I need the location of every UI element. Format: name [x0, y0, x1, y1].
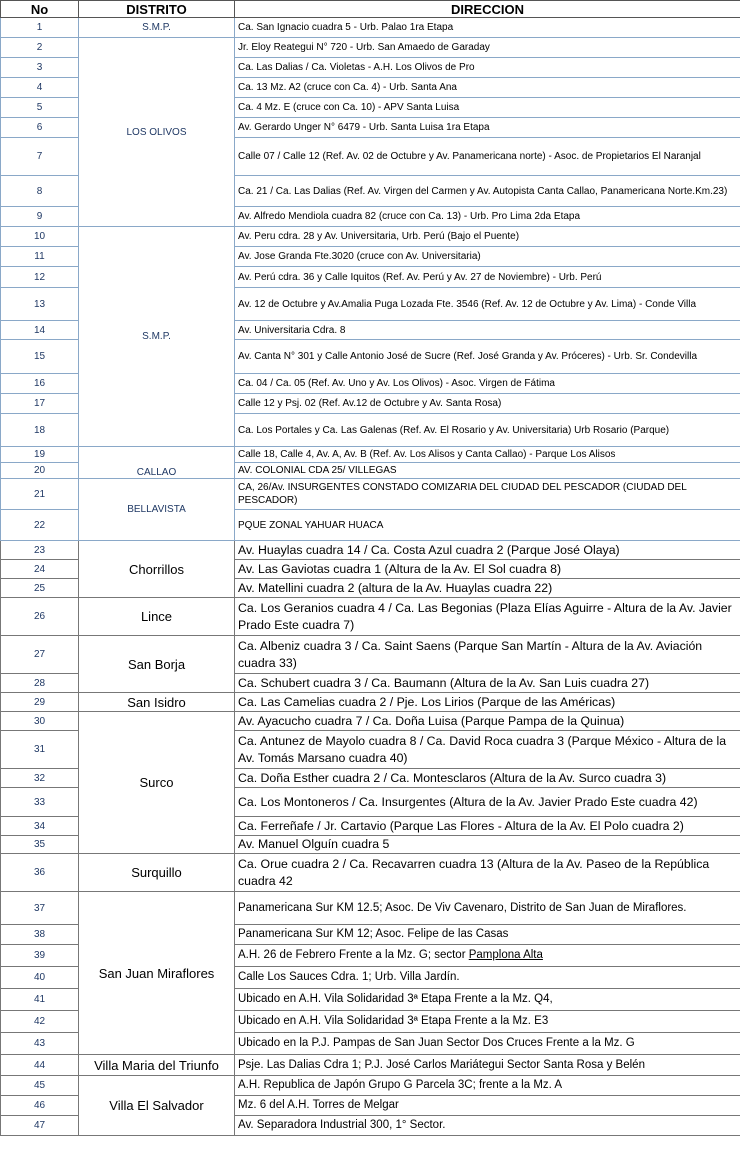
address-cell: Panamericana Sur KM 12; Asoc. Felipe de las Casas	[235, 925, 740, 945]
row-number: 30	[1, 712, 79, 731]
address-cell: Ca. Los Montoneros / Ca. Insurgentes (Altura de la Av. Javier Prado Este cuadra 42)	[235, 788, 740, 817]
address-cell: Av. Huaylas cuadra 14 / Ca. Costa Azul cuadra 2 (Parque José Olaya)	[235, 541, 740, 560]
address-cell: PQUE ZONAL YAHUAR HUACA	[235, 510, 740, 541]
district-cell: BELLAVISTA	[79, 479, 235, 541]
header-direccion: DIRECCION	[235, 1, 740, 18]
address-cell: Ca. Antunez de Mayolo cuadra 8 / Ca. David Roca cuadra 3 (Parque México - Altura de la Av. Tomás Marsano cuadra 40)	[235, 731, 740, 769]
row-number: 32	[1, 769, 79, 788]
address-cell: Av. Peru cdra. 28 y Av. Universitaria, Urb. Perú (Bajo el Puente)	[235, 227, 740, 247]
address-cell: A.H. Republica de Japón Grupo G Parcela 3C; frente a la Mz. A	[235, 1076, 740, 1096]
row-number: 27	[1, 636, 79, 674]
address-text: A.H. 26 de Febrero Frente a la Mz. G; sector	[238, 949, 469, 961]
address-cell: Ca. San Ignacio cuadra 5 - Urb. Palao 1ra Etapa	[235, 18, 740, 38]
address-cell: Av. Perú cdra. 36 y Calle Iquitos (Ref. Av. Perú y Av. 27 de Noviembre) - Urb. Perú	[235, 267, 740, 288]
address-cell: Av. 12 de Octubre y Av.Amalia Puga Lozada Fte. 3546 (Ref. Av. 12 de Octubre y Av. Lima) - Conde Villa	[235, 288, 740, 321]
address-cell: Panamericana Sur KM 12.5; Asoc. De Viv Cavenaro, Distrito de San Juan de Miraflores.	[235, 892, 740, 925]
table-row	[1, 636, 740, 674]
table-row	[1, 227, 740, 247]
address-cell: Av. Canta N° 301 y Calle Antonio José de Sucre (Ref. José Granda y Av. Próceres) - Urb. Sr. Condevilla	[235, 340, 740, 374]
address-cell: Ubicado en A.H. Vila Solidaridad 3ª Etapa Frente a la Mz. E3	[235, 1011, 740, 1033]
row-number: 46	[1, 1096, 79, 1116]
address-cell: Ca. Las Camelias cuadra 2 / Pje. Los Lirios (Parque de las Américas)	[235, 693, 740, 712]
row-number: 40	[1, 967, 79, 989]
address-cell: Ubicado en A.H. Vila Solidaridad 3ª Etapa Frente a la Mz. Q4,	[235, 989, 740, 1011]
address-cell: Ca. Las Dalias / Ca. Violetas - A.H. Los Olivos de Pro	[235, 58, 740, 78]
row-number: 19	[1, 447, 79, 463]
address-cell: Mz. 6 del A.H. Torres de Melgar	[235, 1096, 740, 1116]
district-cell: Villa Maria del Triunfo	[79, 1055, 235, 1076]
row-number: 39	[1, 945, 79, 967]
district-cell: S.M.P.	[79, 18, 235, 38]
address-cell: Av. Universitaria Cdra. 8	[235, 321, 740, 340]
address-cell: AV. COLONIAL CDA 25/ VILLEGAS	[235, 463, 740, 479]
row-number: 35	[1, 836, 79, 854]
row-number: 17	[1, 394, 79, 414]
row-number: 5	[1, 98, 79, 118]
address-cell: CA, 26/Av. INSURGENTES CONSTADO COMIZARIA DEL CIUDAD DEL PESCADOR (CIUDAD DEL PESCADOR)	[235, 479, 740, 510]
row-number: 21	[1, 479, 79, 510]
district-cell: Chorrillos	[79, 541, 235, 598]
district-cell: LOS OLIVOS	[79, 38, 235, 227]
table-row	[1, 598, 740, 636]
table-row	[1, 712, 740, 731]
address-cell: Av. Ayacucho cuadra 7 / Ca. Doña Luisa (Parque Pampa de la Quinua)	[235, 712, 740, 731]
table-row	[1, 38, 740, 58]
address-cell: Jr. Eloy Reategui N° 720 - Urb. San Amaedo de Garaday	[235, 38, 740, 58]
district-cell: San Borja	[79, 636, 235, 693]
address-cell: Av. Las Gaviotas cuadra 1 (Altura de la Av. El Sol cuadra 8)	[235, 560, 740, 579]
row-number: 2	[1, 38, 79, 58]
row-number: 37	[1, 892, 79, 925]
row-number: 41	[1, 989, 79, 1011]
row-number: 6	[1, 118, 79, 138]
row-number: 36	[1, 854, 79, 892]
address-cell: Ca. Schubert cuadra 3 / Ca. Baumann (Altura de la Av. San Luis cuadra 27)	[235, 674, 740, 693]
table-row	[1, 892, 740, 925]
table-row	[1, 541, 740, 560]
address-cell: Av. Alfredo Mendiola cuadra 82 (cruce con Ca. 13) - Urb. Pro Lima 2da Etapa	[235, 207, 740, 227]
address-cell: Calle 18, Calle 4, Av. A, Av. B (Ref. Av. Los Alisos y Canta Callao) - Parque Los Alisos	[235, 447, 740, 463]
row-number: 8	[1, 176, 79, 207]
row-number: 28	[1, 674, 79, 693]
address-cell: Ca. 04 / Ca. 05 (Ref. Av. Uno y Av. Los Olivos) - Asoc. Virgen de Fátima	[235, 374, 740, 394]
address-cell: Ca. 21 / Ca. Las Dalias (Ref. Av. Virgen del Carmen y Av. Autopista Canta Callao, Panamericana Norte.Km.23)	[235, 176, 740, 207]
row-number: 12	[1, 267, 79, 288]
address-cell: Ca. Los Portales y Ca. Las Galenas (Ref. Av. El Rosario y Av. Universitaria) Urb Rosario (Parque)	[235, 414, 740, 447]
row-number: 9	[1, 207, 79, 227]
row-number: 45	[1, 1076, 79, 1096]
row-number: 47	[1, 1116, 79, 1136]
district-cell: San Juan Miraflores	[79, 892, 235, 1055]
row-number: 23	[1, 541, 79, 560]
row-number: 3	[1, 58, 79, 78]
address-cell	[235, 945, 740, 967]
table-row	[1, 1055, 740, 1076]
address-cell: Psje. Las Dalias Cdra 1; P.J. José Carlos Mariátegui Sector Santa Rosa y Belén	[235, 1055, 740, 1076]
row-number: 18	[1, 414, 79, 447]
row-number: 20	[1, 463, 79, 479]
header-no: No	[1, 1, 79, 18]
row-number: 29	[1, 693, 79, 712]
row-number: 22	[1, 510, 79, 541]
address-cell: Calle 07 / Calle 12 (Ref. Av. 02 de Octubre y Av. Panamericana norte) - Asoc. de Propietarios El Naranjal	[235, 138, 740, 176]
row-number: 25	[1, 579, 79, 598]
table-row	[1, 479, 740, 510]
row-number: 11	[1, 247, 79, 267]
row-number: 42	[1, 1011, 79, 1033]
address-cell: Ca. 4 Mz. E (cruce con Ca. 10) - APV Santa Luisa	[235, 98, 740, 118]
district-cell: San Isidro	[79, 693, 235, 712]
table-row	[1, 18, 740, 38]
row-number: 38	[1, 925, 79, 945]
row-number: 16	[1, 374, 79, 394]
row-number: 14	[1, 321, 79, 340]
row-number: 43	[1, 1033, 79, 1055]
header-distrito: DISTRITO	[79, 1, 235, 18]
address-cell: Av. Matellini cuadra 2 (altura de la Av. Huaylas cuadra 22)	[235, 579, 740, 598]
address-cell: Ca. Albeniz cuadra 3 / Ca. Saint Saens (Parque San Martín - Altura de la Av. Aviación cuadra 33)	[235, 636, 740, 674]
table-row	[1, 854, 740, 892]
row-number: 26	[1, 598, 79, 636]
row-number: 15	[1, 340, 79, 374]
district-cell: S.M.P.	[79, 227, 235, 447]
row-number: 1	[1, 18, 79, 38]
district-cell: CALLAO	[79, 447, 235, 479]
address-cell: Av. Separadora Industrial 300, 1° Sector.	[235, 1116, 740, 1136]
address-cell: Ca. Doña Esther cuadra 2 / Ca. Montesclaros (Altura de la Av. Surco cuadra 3)	[235, 769, 740, 788]
row-number: 31	[1, 731, 79, 769]
row-number: 10	[1, 227, 79, 247]
row-number: 4	[1, 78, 79, 98]
address-cell: Calle Los Sauces Cdra. 1; Urb. Villa Jardín.	[235, 967, 740, 989]
row-number: 7	[1, 138, 79, 176]
address-cell: Calle 12 y Psj. 02 (Ref. Av.12 de Octubre y Av. Santa Rosa)	[235, 394, 740, 414]
row-number: 24	[1, 560, 79, 579]
header-row	[1, 1, 740, 18]
address-cell: Ca. 13 Mz. A2 (cruce con Ca. 4) - Urb. Santa Ana	[235, 78, 740, 98]
address-cell: Ca. Orue cuadra 2 / Ca. Recavarren cuadra 13 (Altura de la Av. Paseo de la República cuadra 42	[235, 854, 740, 892]
address-cell: Ca. Ferreñafe / Jr. Cartavio (Parque Las Flores - Altura de la Av. El Polo cuadra 2)	[235, 817, 740, 836]
district-cell: Villa El Salvador	[79, 1076, 235, 1136]
district-cell: Surquillo	[79, 854, 235, 892]
table-row	[1, 693, 740, 712]
table-row	[1, 1076, 740, 1096]
row-number: 44	[1, 1055, 79, 1076]
row-number: 34	[1, 817, 79, 836]
district-cell: Lince	[79, 598, 235, 636]
address-cell: Av. Gerardo Unger N° 6479 - Urb. Santa Luisa 1ra Etapa	[235, 118, 740, 138]
address-cell: Ubicado en la P.J. Pampas de San Juan Sector Dos Cruces Frente a la Mz. G	[235, 1033, 740, 1055]
address-cell: Av. Jose Granda Fte.3020 (cruce con Av. Universitaria)	[235, 247, 740, 267]
address-cell: Av. Manuel Olguín cuadra 5	[235, 836, 740, 854]
table-row	[1, 447, 740, 463]
row-number: 13	[1, 288, 79, 321]
district-cell: Surco	[79, 712, 235, 854]
row-number: 33	[1, 788, 79, 817]
address-underlined-text: Pamplona Alta	[468, 949, 543, 961]
address-cell: Ca. Los Geranios cuadra 4 / Ca. Las Begonias (Plaza Elías Aguirre - Altura de la Av. Javier Prado Este cuadra 7)	[235, 598, 740, 636]
